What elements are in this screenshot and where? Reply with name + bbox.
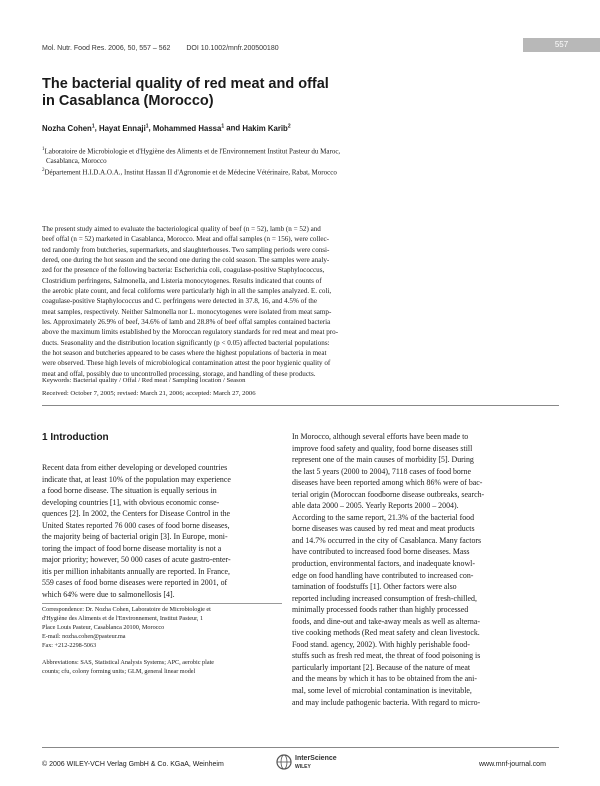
body-text-line: Food stand. agency, 2002). With highly perishable food- (292, 639, 470, 649)
author: Nozha Cohen$^1$ (42, 123, 95, 133)
globe-icon (275, 753, 293, 771)
abstract-line: ted randomly from butcheries, supermarkets, and slaughterhouses. Two sampling periods were consi- (42, 245, 330, 254)
correspondence (42, 605, 282, 650)
abbreviation-line: counts; cfu, colony forming units; GLM, general linear model (42, 668, 196, 675)
body-text-line: edge on food handling have contributed to increased con- (292, 570, 474, 580)
body-text-line: and may include pathogenic bacteria. With regard to micro- (292, 697, 481, 707)
body-text-line: able data 2000 – 2005. Yearly Reports 2000 – 2004). (292, 501, 459, 511)
abstract-line: coagulase-positive Staphylococcus and C. perfringens were detected in 37.8, 16, and 4.5% of the (42, 297, 317, 306)
affiliation-cont: Casablanca, Morocco (46, 157, 107, 166)
logo-line-2: WILEY (295, 764, 311, 770)
abstract-line: The present study aimed to evaluate the bacteriological quality of beef (n = 52), lamb (n = 52) and (42, 225, 321, 233)
correspondence-line: d'Hygiène des Aliments et de l'Environnement, Institut Pasteur, 1 (42, 615, 204, 622)
body-text-line: indicate that, at least 10% of the population may experience (42, 474, 231, 484)
body-text-line: reported including increased consumption of fresh-chilled, (292, 593, 477, 603)
abstract-line: zed for the presence of the following bacteria: Escherichia coli, coagulase-positive Staphylococcus, (42, 266, 325, 275)
body-text-line: improve food safety and quality, food borne diseases still (292, 443, 473, 453)
body-text-line: which 64% were due to salmonellosis [4]. (42, 590, 175, 600)
section-divider (42, 405, 559, 406)
affiliation: $^2$Département H.I.D.A.O.A., Institut Hassan II d'Agronomie et de Médecine Vétérinaire, Rabat, Morocco (42, 168, 337, 177)
interscience-logo (275, 753, 375, 773)
footnote-divider (42, 603, 282, 604)
body-text-line: terial origin (Moroccan foodborne disease outbreaks, search- (292, 489, 485, 499)
body-text-line: a food borne disease. The situation is equally serious in (42, 486, 217, 496)
body-text-line: According to the same report, 21.3% of the bacterial food (292, 512, 475, 522)
author: Hakim Karib$^2$ (242, 123, 291, 133)
section-heading: 1 Introduction (42, 432, 109, 443)
abstract-line: the aerobic plate count, and fecal coliforms were particularly high in all the samples analyzed. E. coli, (42, 287, 332, 296)
correspondence-line: Place Louis Pasteur, Casablanca 20100, Morocco (42, 624, 165, 631)
abstract-line: above the maximum limits established by the Moroccan regulatory standards for red meat and meat pro- (42, 328, 339, 337)
abstract (42, 224, 559, 379)
author: Mohammed Hassa$^1$ (152, 123, 225, 133)
body-text-line: represent one of the main causes of morbidity [5]. During (292, 455, 474, 465)
body-text-line: minimally processed foods rather than highly processed (292, 605, 469, 615)
body-text-line: stuffs such as fresh red meat, the threat of food poisoning is (292, 651, 481, 661)
body-text-line: the majority being of bacterial origin [3]. In Europe, moni- (42, 532, 228, 542)
title-line-1: The bacterial quality of red meat and offal (42, 76, 329, 92)
affiliation: $^1$Laboratoire de Microbiologie et d'Hygiène des Aliments et de l'Environnement Institut Pasteur du Maroc, (42, 147, 341, 156)
body-text-line: the last 5 years (2000 to 2004), 7118 cases of food borne (292, 466, 471, 476)
correspondence-line: Fax: +212-2298-5063 (42, 642, 97, 649)
body-text-line: In Morocco, although several efforts have been made to (292, 432, 469, 441)
author-list: Nozha Cohen$^1$, Hayat Ennaji$^1$, Mohammed Hassa$^1$ and Hakim Karib$^2$ (42, 123, 291, 133)
abstract-line: were observed. These high levels of microbiological contamination attest the poor hygienic quality of (42, 359, 331, 368)
abbreviations (42, 658, 282, 676)
logo-line-1: InterScience (295, 755, 337, 762)
page-number-tab: 557 (523, 38, 600, 52)
abstract-line: the hot season and butcheries appeared to be cases where the highest populations of bacteria in meat (42, 349, 327, 358)
left-column-text (42, 462, 282, 601)
body-text-line: toring the impact of food borne disease mortality is not a (42, 543, 222, 553)
body-text-line: borne diseases was caused by red meat and meat products (292, 524, 475, 534)
journal-url[interactable]: www.mnf-journal.com (479, 761, 546, 768)
body-text-line: production, environmental factors, and inadequate knowl- (292, 559, 475, 569)
doi: DOI 10.1002/mnfr.200500180 (186, 45, 279, 52)
abstract-line: ducts. Seasonality and the distribution location significantly (p < 0.05) affected bacterial populations: (42, 338, 330, 347)
body-text-line: major priority; however, 50 000 cases of acute gastro-enter- (42, 555, 231, 565)
correspondence-line: Correspondence: Dr. Nozha Cohen, Laboratoire de Microbiologie et (42, 606, 211, 613)
running-header (42, 45, 293, 52)
body-text-line: mal, some level of microbial contamination is inevitable, (292, 686, 472, 696)
keywords: Keywords: Bacterial quality / Offal / Red meat / Sampling location / Season (42, 377, 246, 384)
abstract-line: dered, one during the hot season and the second one during the cold season. The samples were analy- (42, 256, 330, 265)
title-line-2: in Casablanca (Morocco) (42, 93, 214, 109)
body-text-line: developing countries [1], with obvious economic conse- (42, 497, 220, 507)
body-text-line: and 14.7% occurred in the city of Casablanca. Many factors (292, 535, 482, 545)
body-text-line: tive cooking methods (Red meat safety and clean livestock. (292, 628, 480, 638)
body-text-line: diseases have been reported among which 86% were of bac- (292, 478, 483, 488)
body-text-line: 559 cases of food borne diseases were reported in 2001, of (42, 578, 228, 588)
copyright: © 2006 WILEY-VCH Verlag GmbH & Co. KGaA, Weinheim (42, 761, 224, 768)
abstract-line: meat and offal, possibly due to uncontrolled processing, storage, and handling of these products. (42, 369, 316, 378)
body-text-line: United States reported 76 000 cases of food borne diseases, (42, 520, 230, 530)
abbreviation-line: Abbreviations: SAS, Statistical Analysis Systems; APC, aerobic plate (42, 659, 215, 666)
journal-citation: Mol. Nutr. Food Res. 2006, 50, 557 – 562 (42, 45, 171, 52)
received-dates: Received: October 7, 2005; revised: March 21, 2006; accepted: March 27, 2006 (42, 390, 256, 397)
author: Hayat Ennaji$^1$ (98, 123, 149, 133)
right-column-text (292, 431, 558, 708)
body-text-line: itis per million inhabitants annually are reported. In France, (42, 566, 231, 576)
abstract-line: Clostridium perfringens, Salmonella, and Listeria monocytogenes. Results indicated that counts of (42, 276, 322, 285)
body-text-line: Recent data from either developing or developed countries (42, 463, 228, 472)
body-text-line: have contributed to increased food borne diseases. Mass (292, 547, 470, 557)
abstract-line: meat samples, respectively. Neither Salmonella nor L. monocytogenes were isolated from meat samp- (42, 307, 332, 316)
paper-title (42, 76, 462, 110)
body-text-line: and the means by which it has to be obtained from the ani- (292, 674, 477, 684)
body-text-line: tamination of foodstuffs [1]. Other factors were also (292, 582, 457, 592)
abstract-line: beef offal (n = 52) marketed in Casablanca, Morocco. Meat and offal samples (n = 156), were collec- (42, 235, 330, 244)
body-text-line: foods, and dine-out and take-away meals as well as alterna- (292, 616, 480, 626)
affiliations (42, 145, 462, 178)
footer-divider (42, 747, 559, 748)
abstract-line: les. Approximately 26.9% of beef, 34.6% of lamb and 28.8% of beef offal samples contained bacteria (42, 318, 331, 327)
body-text-line: particularly important [2]. Because of the nature of meat (292, 662, 471, 672)
body-text-line: quences [2]. In 2002, the Centers for Disease Control in the (42, 509, 231, 519)
correspondence-line: E-mail: nozha.cohen@pasteur.ma (42, 633, 126, 640)
